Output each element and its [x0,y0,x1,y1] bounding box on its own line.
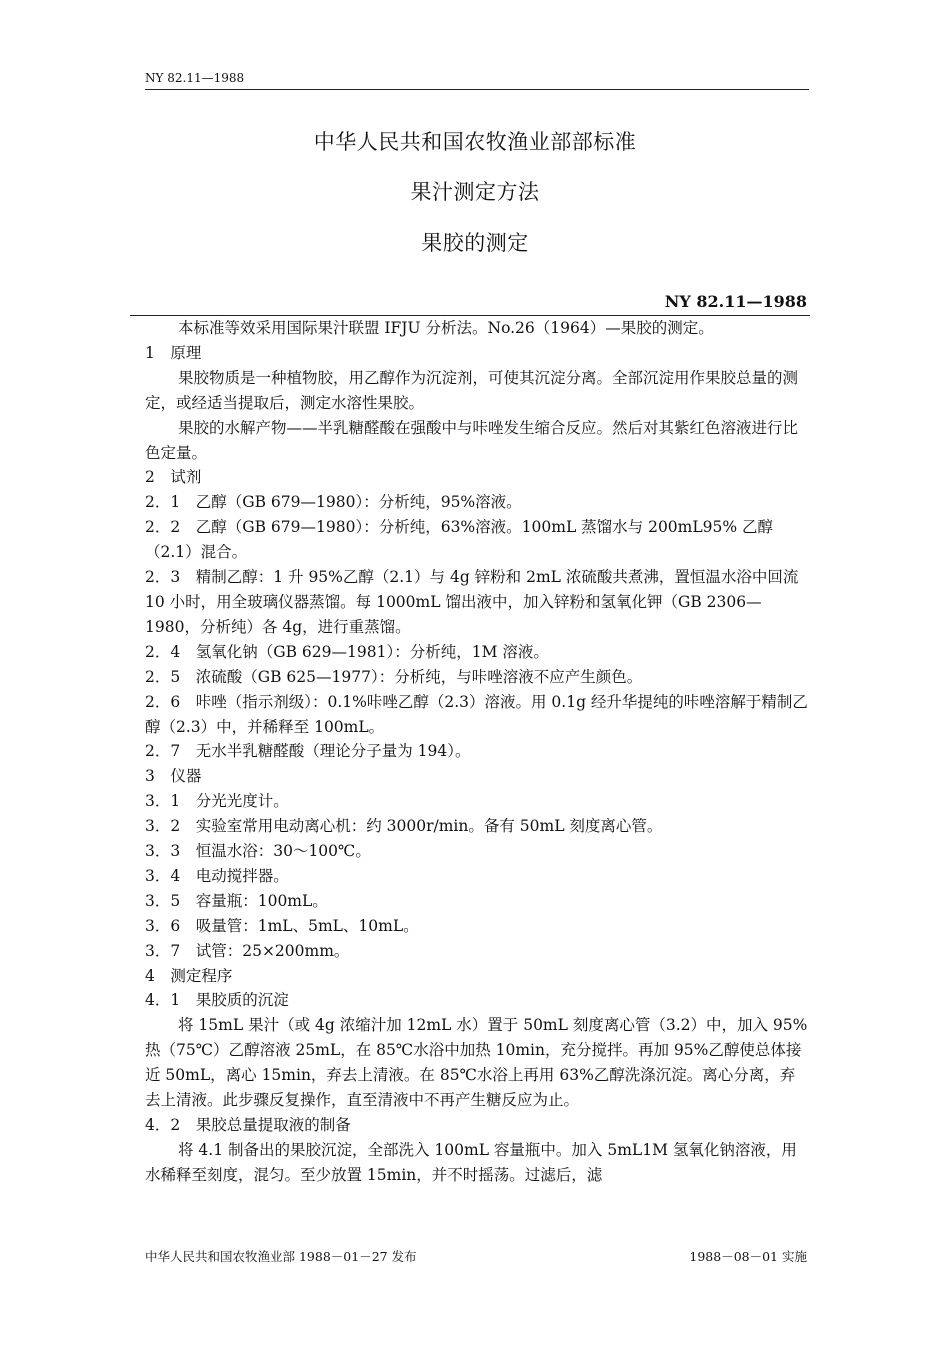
list-item: 2．3 精制乙醇：1 升 95%乙醇（2.1）与 4g 锌粉和 2mL 浓硫酸共煮沸，置恒温水浴中回流 10 小时，用全玻璃仪器蒸馏。每 1000mL 馏出液中，加入锌粉和氢氧化钾（GB 2306—1980，分析纯）各 4g，进行重蒸馏。 [145,568,799,636]
document-body [145,316,809,1188]
list-item: 2．1 乙醇（GB 679—1980）：分析纯，95%溶液。 [145,493,522,512]
list-item: 3．6 吸量管：1mL、5mL、10mL。 [145,916,419,935]
subsection-heading: 4．2 果胶总量提取液的制备 [145,1116,351,1134]
list-item: 3．2 实验室常用电动离心机：约 3000r/min。备有 50mL 刻度离心管。 [145,817,663,836]
subject-title: 果胶的测定 [421,231,529,255]
subsection-heading: 4．1 果胶质的沉淀 [145,991,289,1010]
paragraph: 本标准等效采用国际果汁联盟 IFJU 分析法。No.26（1964）—果胶的测定。 [178,319,714,337]
list-item: 3．1 分光光度计。 [145,792,289,811]
list-item: 3．4 电动搅拌器。 [145,866,289,885]
list-item: 2．5 浓硫酸（GB 625—1977）：分析纯，与咔唑溶液不应产生颜色。 [145,667,643,686]
issue-date: 中华人民共和国农牧渔业部 1988－01－27 发布 [145,1249,417,1264]
paragraph: 果胶物质是一种植物胶，用乙醇作为沉淀剂，可使其沉淀分离。全部沉淀用作果胶总量的测定，或经适当提取后，测定水溶性果胶。 [145,368,799,412]
effective-date: 1988－08－01 实施 [689,1249,807,1264]
section-heading: 3 仪器 [145,767,202,786]
header-rule [145,89,809,90]
list-item: 3．5 容量瓶：100mL。 [145,891,328,910]
running-header: NY 82.11—1988 [145,71,245,85]
list-item: 2．6 咔唑（指示剂级）：0.1%咔唑乙醇（2.3）溶液。用 0.1g 经升华提纯的咔唑溶解于精制乙醇（2.3）中，并稀释至 100mL。 [145,692,808,736]
section-heading: 2 试剂 [145,468,202,487]
list-item: 2．7 无水半乳糖醛酸（理论分子量为 194）。 [145,742,471,761]
list-item: 3．3 恒温水浴：30～100℃。 [145,842,371,861]
issuer-title: 中华人民共和国农牧渔业部部标准 [313,130,637,154]
series-title: 果汁测定方法 [410,180,540,204]
paragraph: 将 15mL 果汁（或 4g 浓缩汁加 12mL 水）置于 50mL 刻度离心管（3.2）中，加入 95%热（75℃）乙醇溶液 25mL，在 85℃水浴中加热 10min，充分搅拌。再加 95%乙醇使总体接近 50mL，离心 15min，弃去上清液。在 85℃水浴上再用 63%乙醇洗涤沉淀。离心分离，弃去上清液。此步骤反复操作，直至清液中不再产生糖反应为止。 [145,1016,808,1110]
paragraph: 果胶的水解产物——半乳糖醛酸在强酸中与咔唑发生缩合反应。然后对其紫红色溶液进行比色定量。 [145,418,799,462]
section-heading: 1 原理 [145,343,202,362]
list-item: 2．2 乙醇（GB 679—1980）：分析纯，63%溶液。100mL 蒸馏水与 200mL95% 乙醇（2.1）混合。 [145,518,774,562]
list-item: 3．7 试管：25×200mm。 [145,941,350,960]
list-item: 2．4 氢氧化钠（GB 629—1981）：分析纯，1M 溶液。 [145,642,549,661]
paragraph: 将 4.1 制备出的果胶沉淀，全部洗入 100mL 容量瓶中。加入 5mL1M 氢氧化钠溶液，用水稀释至刻度，混匀。至少放置 15min，并不时摇荡。过滤后，滤 [145,1140,797,1184]
standard-code: NY 82.11—1988 [664,292,807,311]
section-heading: 4 测定程序 [145,966,233,985]
